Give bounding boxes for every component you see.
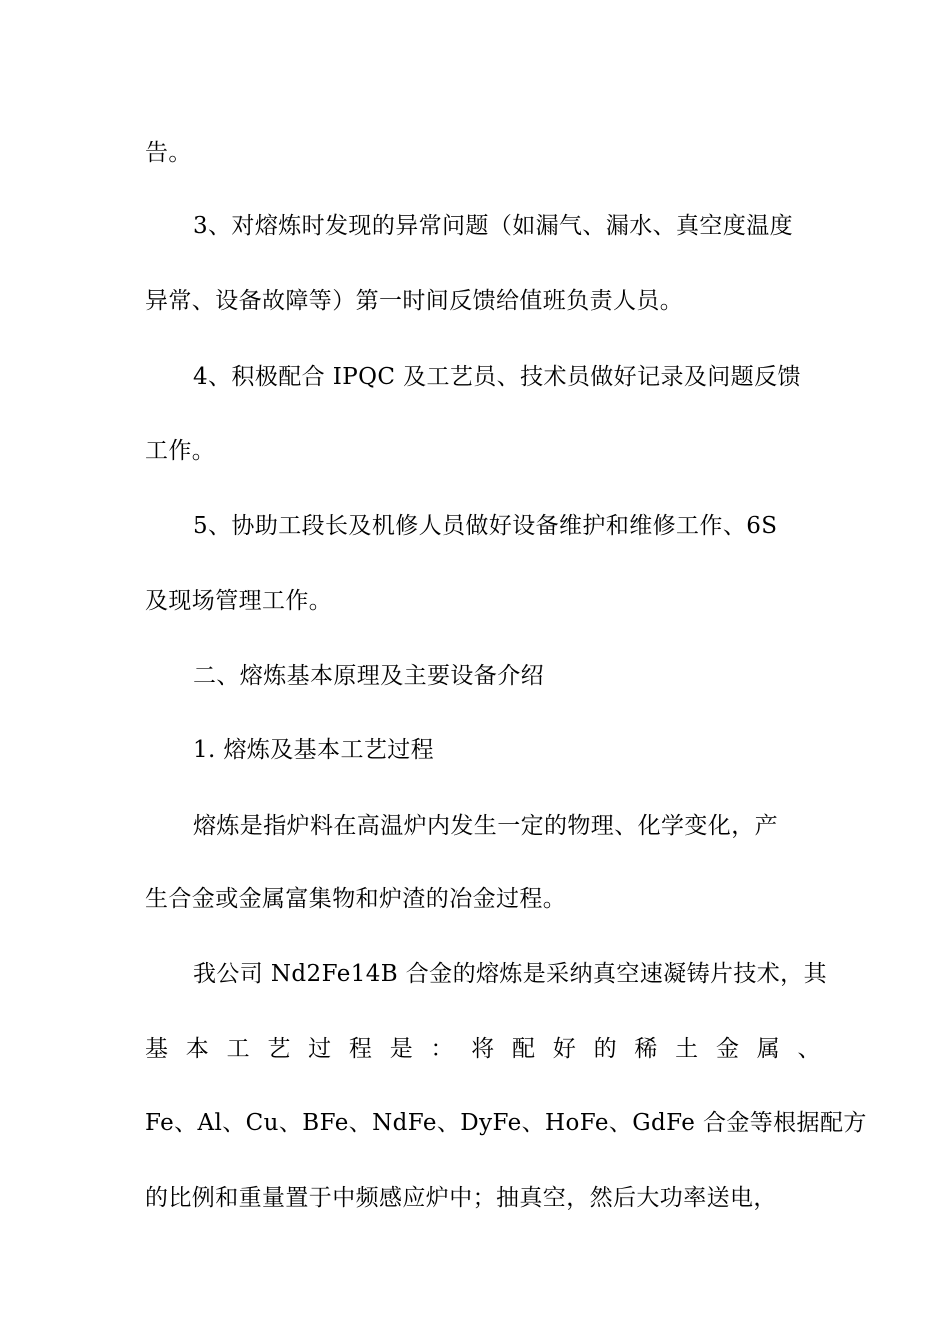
- char: ：: [430, 1036, 454, 1062]
- char: 基: [145, 1036, 169, 1062]
- text-line-11: 生合金或金属富集物和炉渣的冶金过程。: [145, 886, 567, 912]
- char: 本: [185, 1036, 210, 1062]
- char: 工: [226, 1036, 250, 1062]
- char: 、: [797, 1036, 821, 1062]
- char: 是: [389, 1036, 414, 1062]
- text-line-10: 熔炼是指炉料在高温炉内发生一定的物理、化学变化，产: [193, 813, 778, 839]
- char: 稀: [634, 1036, 658, 1062]
- text-line-13-justified: [145, 1034, 821, 1064]
- char: 配: [512, 1036, 536, 1062]
- text-line-15: 的比例和重量置于中频感应炉中；抽真空，然后大功率送电，: [145, 1185, 777, 1211]
- text-line-7: 及现场管理工作。: [145, 588, 333, 614]
- subsection-heading: 1. 熔炼及基本工艺过程: [193, 737, 435, 763]
- char: 属: [756, 1036, 781, 1062]
- text-line-3: 异常、设备故障等）第一时间反馈给值班负责人员。: [145, 288, 684, 314]
- text-line-14: Fe、Al、Cu、BFe、NdFe、DyFe、HoFe、GdFe 合金等根据配方: [145, 1110, 867, 1136]
- text-line-4: 4、积极配合 IPQC 及工艺员、技术员做好记录及问题反馈: [193, 364, 801, 390]
- char: 过: [308, 1036, 332, 1062]
- text-line-5: 工作。: [145, 438, 216, 464]
- char: 艺: [267, 1036, 291, 1062]
- char: 程: [348, 1036, 373, 1062]
- char: 土: [675, 1036, 699, 1062]
- section-heading: 二、熔炼基本原理及主要设备介绍: [193, 663, 544, 689]
- char: 金: [715, 1036, 740, 1062]
- text-line-12: 我公司 Nd2Fe14B 合金的熔炼是采纳真空速凝铸片技术，其: [193, 961, 827, 987]
- char: 将: [471, 1036, 495, 1062]
- char: 好: [552, 1036, 577, 1062]
- text-line-2: 3、对熔炼时发现的异常问题（如漏气、漏水、真空度温度: [193, 213, 794, 239]
- text-line-1: 告。: [145, 140, 192, 166]
- text-line-6: 5、协助工段长及机修人员做好设备维护和维修工作、6S: [193, 513, 778, 539]
- char: 的: [593, 1036, 617, 1062]
